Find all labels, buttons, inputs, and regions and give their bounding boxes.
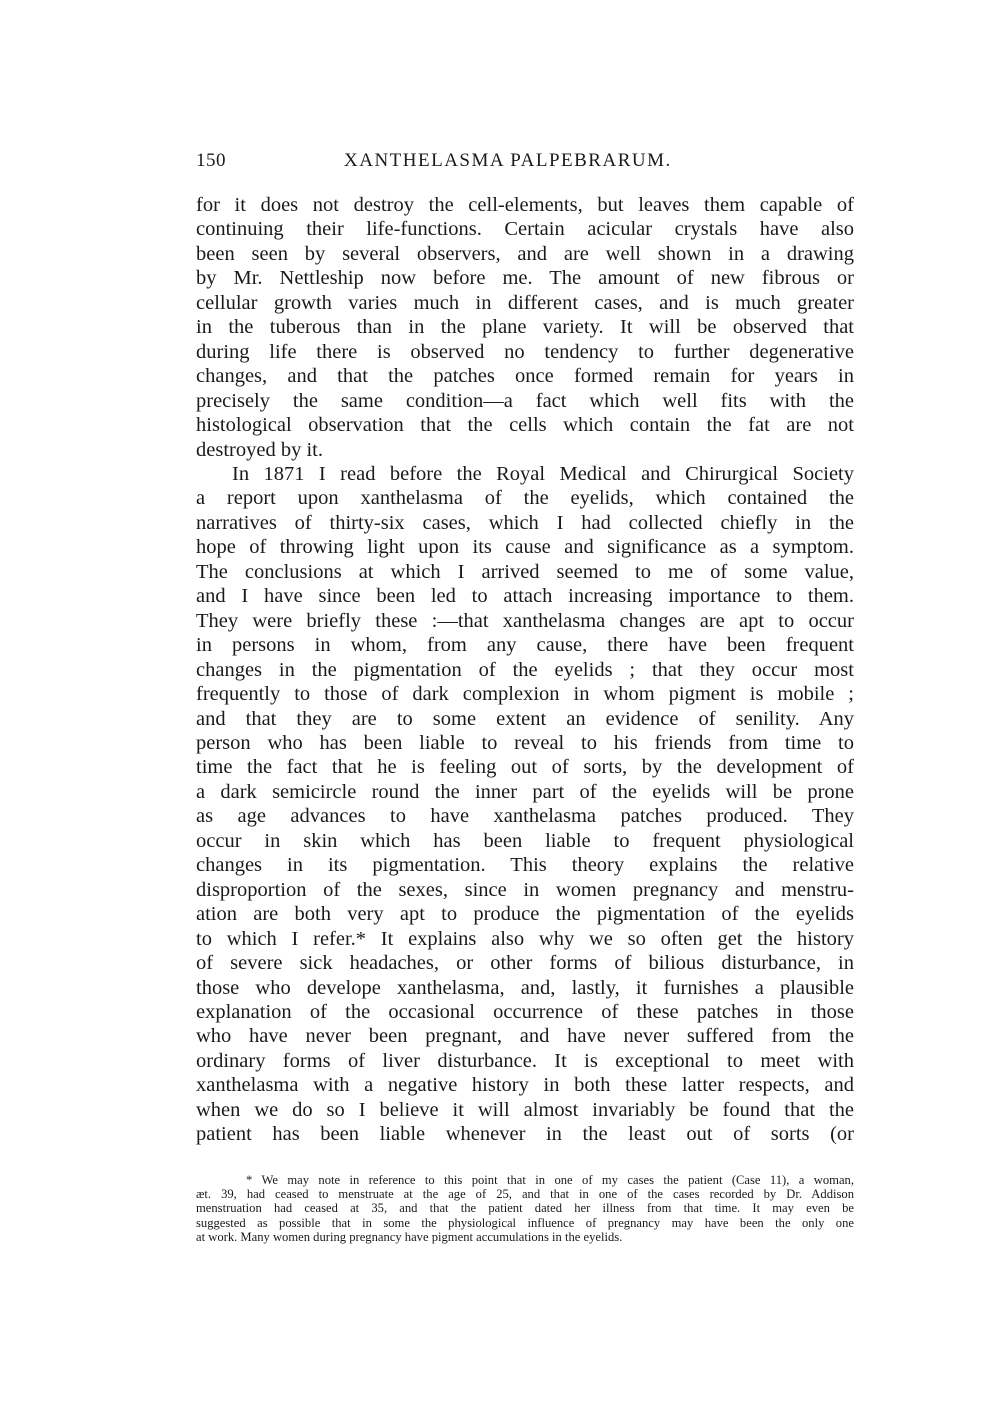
text-line: histological observation that the cells which contain the fat are not [196, 414, 854, 437]
text-line: cellular growth varies much in different cases, and is much greater [196, 291, 854, 314]
running-head [196, 150, 854, 180]
book-page [196, 150, 854, 1245]
text-line: for it does not destroy the cell-elements, but leaves them capable of [196, 194, 854, 216]
text-line: disproportion of the sexes, since in women pregnancy and menstru- [196, 878, 854, 901]
text-line: been seen by several observers, and are well shown in a drawing [196, 242, 854, 265]
text-line: time the fact that he is feeling out of sorts, by the development of [196, 756, 854, 779]
text-line: when we do so I believe it will almost invariably be found that the [196, 1098, 854, 1121]
body-text [196, 193, 854, 1147]
text-line: occur in skin which has been liable to frequent physiological [196, 829, 854, 852]
text-line: explanation of the occasional occurrence of these patches in those [196, 1000, 854, 1023]
text-line: those who develope xanthelasma, and, lastly, it furnishes a plausible [196, 976, 854, 999]
text-line: ordinary forms of liver disturbance. It is exceptional to meet with [196, 1049, 854, 1072]
footnote-line: menstruation had ceased at 35, and that the patient dated her illness from that time. It may even be [196, 1201, 854, 1216]
text-line: in the tuberous than in the plane variety. It will be observed that [196, 316, 854, 339]
paragraph-end-line: destroyed by it. [196, 438, 323, 461]
text-line: by Mr. Nettleship now before me. The amount of new fibrous or [196, 267, 854, 290]
text-line: who have never been pregnant, and have never suffered from the [196, 1025, 854, 1048]
paragraph-start-line: In 1871 I read before the Royal Medical and Chirurgical Society [232, 462, 854, 485]
footnote-line: at work. Many women during pregnancy have pigment accumulations in the eyelids. [196, 1230, 623, 1245]
text-line: hope of throwing light upon its cause and significance as a symptom. [196, 536, 854, 559]
text-line: as age advances to have xanthelasma patches produced. They [196, 805, 854, 828]
text-line: of severe sick headaches, or other forms of bilious disturbance, in [196, 952, 854, 975]
footnote-line: suggested as possible that in some the physiological influence of pregnancy may have been the only one [196, 1215, 854, 1230]
text-line: changes, and that the patches once formed remain for years in [196, 365, 854, 388]
text-line: in persons in whom, from any cause, there have been frequent [196, 634, 854, 657]
footnote-line: æt. 39, had ceased to menstruate at the age of 25, and that in one of the cases recorded by Dr. Addison [196, 1187, 854, 1202]
text-line: ation are both very apt to produce the pigmentation of the eyelids [196, 903, 854, 926]
text-line: changes in the pigmentation of the eyelids ; that they occur most [196, 658, 854, 681]
text-line: a dark semicircle round the inner part of the eyelids will be prone [196, 780, 854, 803]
footnote-line: * We may note in reference to this point that in one of my cases the patient (Case 11), a woman, [246, 1172, 854, 1187]
text-line: The conclusions at which I arrived seemed to me of some value, [196, 560, 854, 583]
text-line: changes in its pigmentation. This theory explains the relative [196, 854, 854, 877]
text-line: frequently to those of dark complexion in whom pigment is mobile ; [196, 683, 854, 706]
text-line: precisely the same condition—a fact which well fits with the [196, 389, 854, 412]
footnote [196, 1173, 854, 1245]
text-line: xanthelasma with a negative history in both these latter respects, and [196, 1074, 854, 1097]
text-line: a report upon xanthelasma of the eyelids, which contained the [196, 487, 854, 510]
page-number: 150 [196, 150, 226, 171]
text-line: to which I refer.* It explains also why we so often get the history [196, 927, 854, 950]
text-line: patient has been liable whenever in the least out of sorts (or [196, 1123, 854, 1146]
text-line: and that they are to some extent an evidence of senility. Any [196, 707, 854, 730]
text-line: and I have since been led to attach increasing importance to them. [196, 585, 854, 608]
running-title: XANTHELASMA PALPEBRARUM. [344, 150, 672, 171]
text-line: person who has been liable to reveal to his friends from time to [196, 731, 854, 754]
text-line: narratives of thirty-six cases, which I had collected chiefly in the [196, 511, 854, 534]
text-line: during life there is observed no tendency to further degenerative [196, 340, 854, 363]
text-line: continuing their life-functions. Certain acicular crystals have also [196, 218, 854, 241]
text-line: They were briefly these :—that xanthelasma changes are apt to occur [196, 609, 854, 632]
